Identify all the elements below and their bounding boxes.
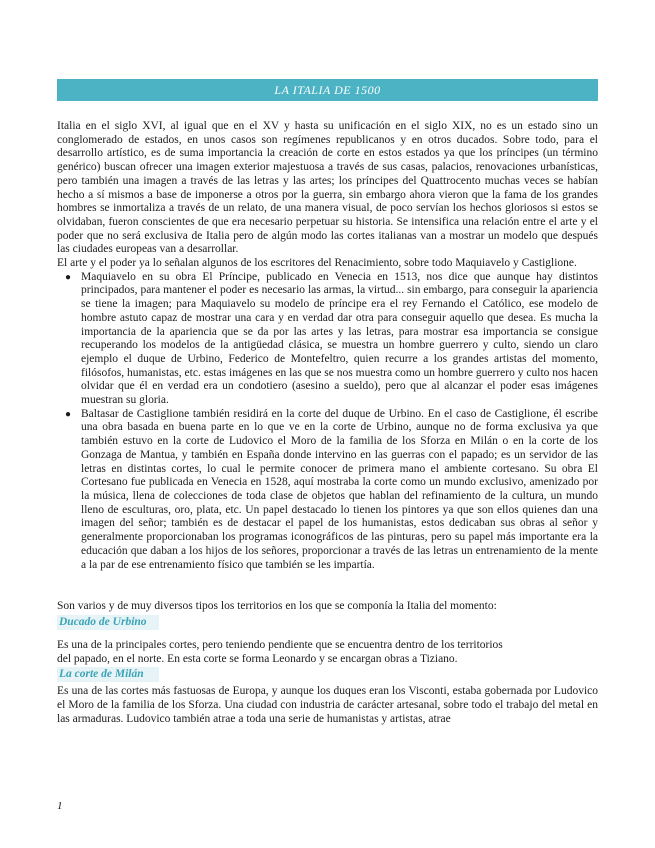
urbino-text-line-1: Es una de la principales cortes, pero teniendo pendiente que se encuentra dentro de los territorios (57, 638, 503, 651)
territories-intro: Son varios y de muy diversos tipos los territorios en los que se componía la Italia del momento: (57, 600, 497, 613)
bullet-icon: ● (65, 271, 72, 283)
page-title: LA ITALIA DE 1500 (274, 83, 381, 97)
bullet-list (57, 271, 598, 572)
list-item-text: Maquiavelo en su obra El Príncipe, publicado en Venecia en 1513, nos dice que aunque hay distintos principados, para mantener el poder es necesario las armas, la virtud... sin embargo, para conseguir la apariencia se tiene la imagen; para Maquiavelo su modelo de príncipe era el rey Fernando el Católico, ese modelo de hombre astuto capaz de mostrar una cara y en verdad dar otra para conseguir aquello que desea. Es mucha la importancia de la apariencia que se da por las artes y las letras, para mostrar esa importancia se consigue recuperando los modelos de la antigüedad clásica, se muestra un hombre guerrero y culto, siendo un claro ejemplo el duque de Urbino, Federico de Montefeltro, quien recurre a los grandes artistas del momento, filósofos, humanistas, etc. estas imágenes en las que se nos muestra como un hombre guerrero y culto nos hacen olvidar que él en verdad era un condotiero (asesino a sueldo), pero que al alcanzar el poder esas imágenes muestran su gloria. (81, 270, 598, 407)
list-item (65, 407, 598, 572)
document-body (57, 120, 598, 726)
list-item (65, 270, 598, 408)
page-number: 1 (57, 800, 63, 812)
urbino-text-line-2: del papado, en el norte. En esta corte se forma Leonardo y se encargan obras a Tiziano. (57, 652, 458, 665)
milan-text: Es una de las cortes más fastuosas de Europa, y aunque los duques eran los Visconti, estaba gobernada por Ludovico el Moro de la familia de los Sforza. Una ciudad con industria de carácter artesanal, sobre todo el trabajo del metal en las armaduras. Ludovico también atrae a toda una serie de humanistas y artistas, atrae (57, 685, 598, 725)
intro-paragraph: Italia en el siglo XVI, al igual que en el XV y hasta su unificación en el siglo XIX, no es un estado sino un conglomerado de estados, en unos casos son regímenes republicanos y en otros ducados. Sobre todo, para el desarrollo artístico, es de suma importancia la creación de corte en estos estados ya que los príncipes (un término genérico) buscan ofrecer una imagen exterior majestuosa a través de sus casas, palacios, renovaciones urbanísticas, pero también una imagen a través de las letras y las artes; los príncipes del Quattrocento muchas veces se habían hecho a sí mismos a base de imponerse a otros por la guerra, sin embargo ahora vieron que la fama de los grandes hombres se inmortaliza a través de un relato, de una manera visual, de poco servían los hechos gloriosos si estos se olvidaban, fueron conscientes de que era necesario perpetuar su historia. Se intensifica una relación entre el arte y el poder que no será exclusiva de Italia pero de algún modo las cortes italianas van a mostrar un modelo que después las ciudades europeas van a desarrollar. (57, 120, 598, 256)
intro-paragraph-2: El arte y el poder ya lo señalan algunos de los escritores del Renacimiento, sobre todo Maquiavelo y Castiglione. (57, 257, 577, 270)
section-heading-urbino: Ducado de Urbino (57, 615, 159, 630)
section-heading-milan: La corte de Milán (57, 667, 159, 682)
title-banner (57, 79, 598, 101)
list-item-text: Baltasar de Castiglione también residirá en la corte del duque de Urbino. En el caso de Castiglione, él escribe una obra basada en buena parte en lo que ve en la corte de Urbino, aunque no de forma exclusiva ya que también estuvo en la corte de Ludovico el Moro de la familia de los Sforza en Milán o en la corte de los Gonzaga de Mantua, y también en España donde intervino en las guerras con el papado; es un servidor de las letras en distintas cortes, lo cual le permite conocer de primera mano el ambiente cortesano. Su obra El Cortesano fue publicada en Venecia en 1528, aquí mostraba la corte como un mundo exclusivo, amenizado por la música, llena de colecciones de toda clase de objetos que hablan del refinamiento de la cultura, un mundo lleno de esculturas, oro, plata, etc. Un papel destacado lo tienen los pintores ya que son ellos quienes dan una imagen del señor; también es de destacar el papel de los humanistas, estos dedicaban sus obras al señor y generalmente proporcionaban los programas iconográficos de las pinturas, pero su papel más importante era la educación que daban a los hijos de los señores, proporcionar a través de las letras un entrenamiento de la mente a la par de ese entrenamiento físico que también se les impartía. (81, 407, 598, 571)
spacer (57, 572, 598, 600)
bullet-icon: ● (65, 408, 72, 420)
